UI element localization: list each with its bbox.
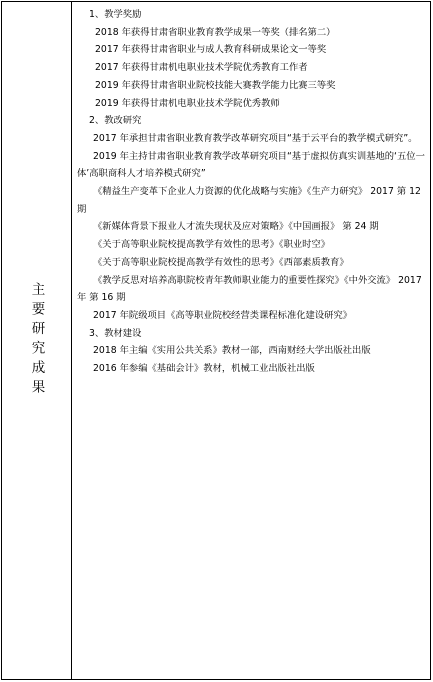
research-item: 《新媒体背景下报业人才流失现状及应对策略》《中国画报》 第 24 期 — [93, 221, 379, 233]
textbook-item: 2016 年参编《基础会计》教材，机械工业出版社出版 — [93, 363, 315, 375]
award-item: 2018 年获得甘肃省职业教育教学成果一等奖（排名第二） — [95, 26, 336, 38]
research-item: 2019 年主持甘肃省职业教育教学改革研究项目“基于虚拟仿真实训基地的‘五位一体’高职商科人才培养模式研究” — [77, 150, 425, 180]
content-cell — [77, 6, 425, 378]
document-table — [1, 1, 431, 680]
row-label: 主要研究成果 — [28, 282, 45, 399]
section-heading-awards: 1、教学奖励 — [89, 9, 142, 20]
research-item: 2017 年承担甘肃省职业教育教学改革研究项目“基于云平台的教学模式研究”。 — [93, 132, 418, 144]
column-divider — [71, 2, 72, 679]
research-item: 《关于高等职业院校提高教学有效性的思考》《职业时空》 — [93, 239, 331, 251]
award-item: 2019 年获得甘肃机电职业技术学院优秀教师 — [95, 97, 280, 109]
research-item: 《关于高等职业院校提高教学有效性的思考》《西部素质教育》 — [93, 256, 349, 268]
award-item: 2017 年获得甘肃机电职业技术学院优秀教育工作者 — [95, 62, 308, 74]
section-heading-research: 2、教改研究 — [89, 115, 142, 127]
award-item: 2019 年获得甘肃省职业院校技能大赛教学能力比赛三等奖 — [95, 79, 336, 91]
section-heading-textbooks: 3、教材建设 — [89, 327, 142, 339]
textbook-item: 2018 年主编《实用公共关系》教材一部，西南财经大学出版社出版 — [93, 345, 371, 357]
row-label-cell — [2, 2, 71, 679]
research-item: 2017 年院级项目《高等职业院校经营类课程标准化建设研究》 — [93, 309, 353, 321]
research-item: 《精益生产变革下企业人力资源的优化战略与实施》《生产力研究》 2017 第 12 期 — [77, 186, 421, 215]
award-item: 2017 年获得甘肃省职业与成人教育科研成果论文一等奖 — [95, 44, 327, 56]
research-item: 《教学反思对培养高职院校青年教师职业能力的重要性探究》《中外交流》 2017 年 第 16 期 — [77, 274, 422, 304]
